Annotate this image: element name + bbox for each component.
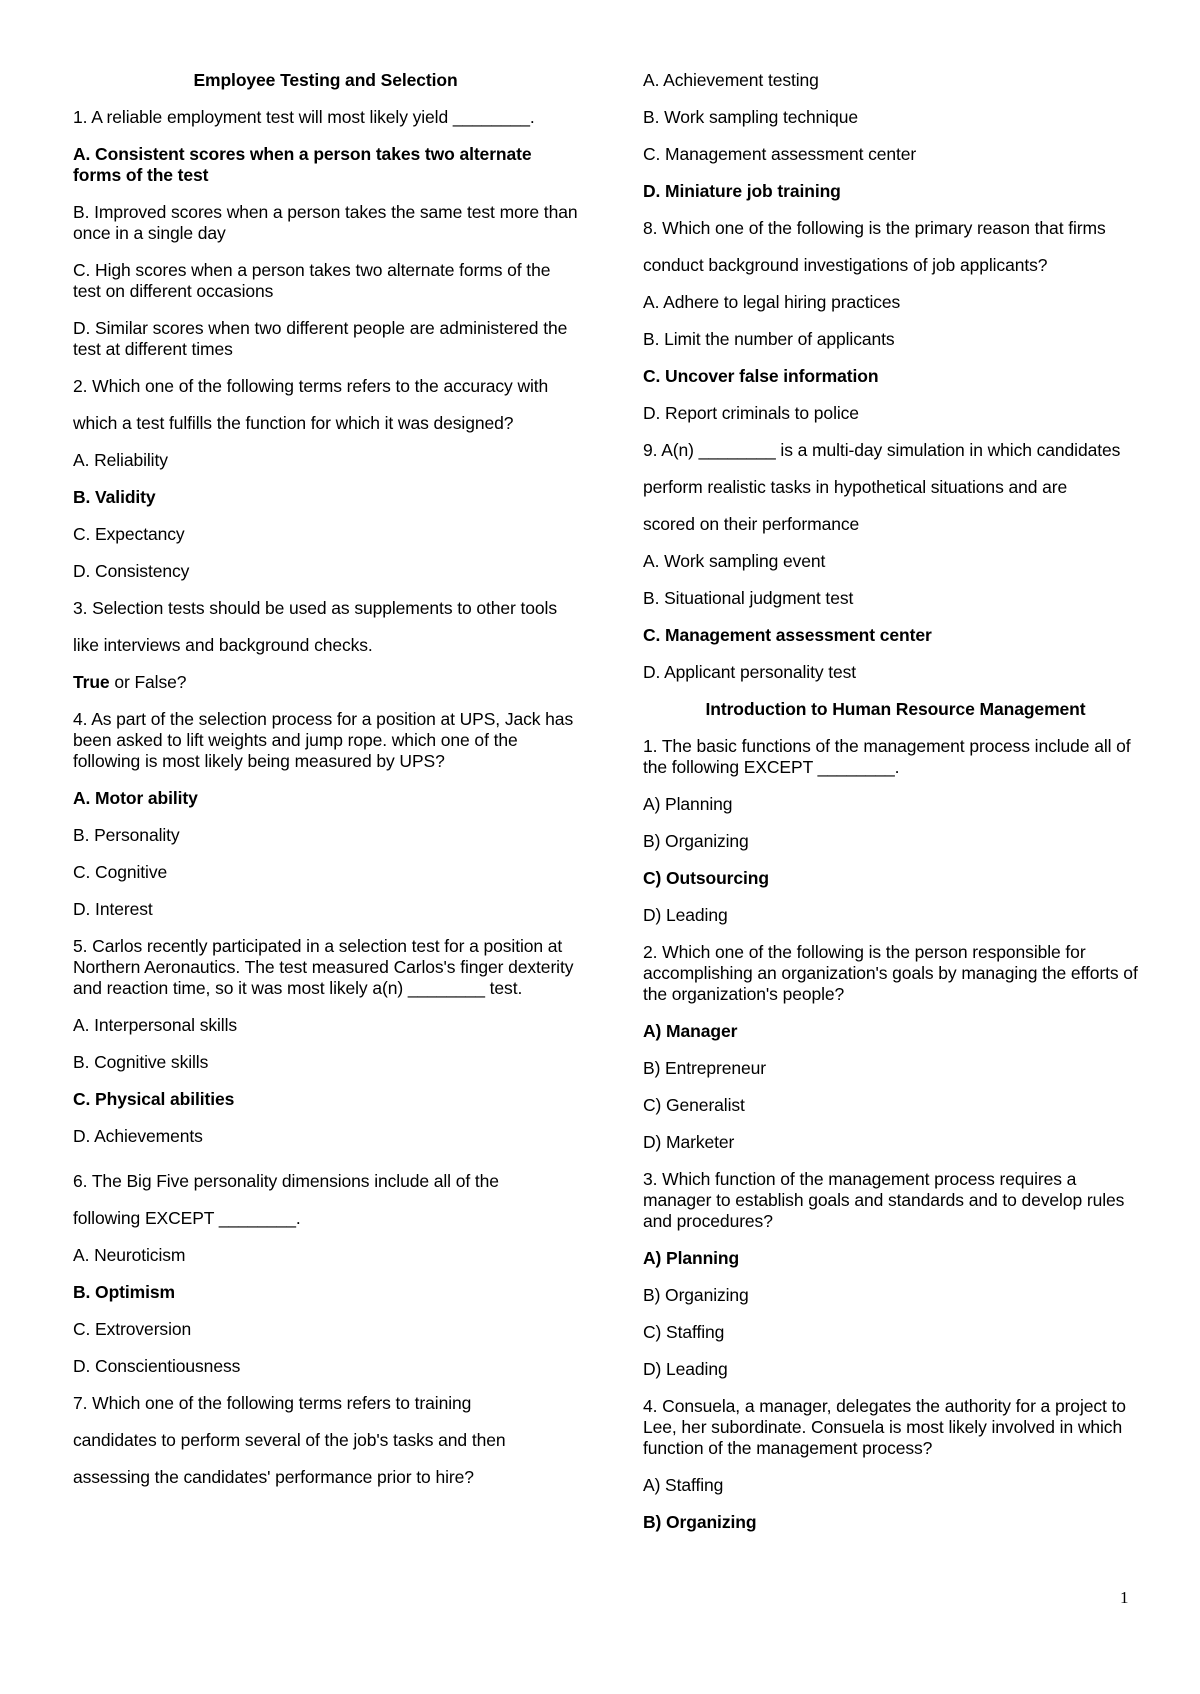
- text-line: like interviews and background checks.: [73, 635, 373, 655]
- text-line: B. Improved scores when a person takes the same test more than once in a single day: [73, 202, 583, 243]
- correct-answer: B. Optimism: [73, 1282, 175, 1302]
- text-line: A. Adhere to legal hiring practices: [643, 292, 901, 312]
- text-line: C. Extroversion: [73, 1319, 192, 1339]
- correct-answer: C) Outsourcing: [643, 868, 769, 888]
- text-line: conduct background investigations of job applicants?: [643, 255, 1048, 275]
- question-text: 2. Which one of the following is the person responsible for accomplishing an organization's goals by managing the efforts of the organization's people?: [643, 942, 1143, 1004]
- text-line: D. Report criminals to police: [643, 403, 859, 423]
- text-line: D. Achievements: [73, 1126, 203, 1146]
- text-line: candidates to perform several of the job's tasks and then: [73, 1430, 506, 1450]
- question-text: 4. As part of the selection process for a position at UPS, Jack has been asked to lift weights and jump rope. which one of the following is most likely being measured by UPS?: [73, 709, 578, 771]
- section-title: Introduction to Human Resource Management: [705, 699, 1086, 719]
- text-line: A. Work sampling event: [643, 551, 826, 571]
- text-line: perform realistic tasks in hypothetical situations and are: [643, 477, 1068, 497]
- text-line: C. Management assessment center: [643, 144, 917, 164]
- text-line: A. Reliability: [73, 450, 168, 470]
- right-column: [643, 70, 1148, 1549]
- text-line: A) Planning: [643, 794, 733, 814]
- answer-option: or False?: [109, 672, 187, 692]
- correct-answer: B. Validity: [73, 487, 156, 507]
- text-line: D) Marketer: [643, 1132, 735, 1152]
- text-line: C) Generalist: [643, 1095, 745, 1115]
- correct-answer: A) Manager: [643, 1021, 738, 1041]
- text-line: A. Neuroticism: [73, 1245, 186, 1265]
- text-line: scored on their performance: [643, 514, 860, 534]
- text-line: B) Entrepreneur: [643, 1058, 767, 1078]
- text-line: D. Interest: [73, 899, 153, 919]
- correct-answer: A. Motor ability: [73, 788, 198, 808]
- left-column: [73, 70, 583, 1496]
- text-line: following EXCEPT ________.: [73, 1208, 301, 1228]
- correct-answer: A. Consistent scores when a person takes two alternate forms of the test: [73, 144, 537, 185]
- text-line: D) Leading: [643, 905, 728, 925]
- text-line: B. Limit the number of applicants: [643, 329, 895, 349]
- text-line: B) Organizing: [643, 831, 749, 851]
- text-line: D. Applicant personality test: [643, 662, 857, 682]
- question-text: 2. Which one of the following terms refers to the accuracy with: [73, 376, 549, 396]
- page-number: 1: [1120, 1588, 1129, 1607]
- correct-answer: C. Uncover false information: [643, 366, 879, 386]
- correct-answer: True: [73, 672, 110, 692]
- correct-answer: D. Miniature job training: [643, 181, 841, 201]
- text-line: C) Staffing: [643, 1322, 725, 1342]
- section-title: Employee Testing and Selection: [193, 70, 458, 90]
- text-line: A. Interpersonal skills: [73, 1015, 238, 1035]
- text-line: D) Leading: [643, 1359, 728, 1379]
- question-text: 1. The basic functions of the management process include all of the following EXCEPT ________.: [643, 736, 1136, 777]
- correct-answer: C. Management assessment center: [643, 625, 932, 645]
- text-line: B. Situational judgment test: [643, 588, 854, 608]
- text-line: B. Work sampling technique: [643, 107, 858, 127]
- question-text: 7. Which one of the following terms refers to training: [73, 1393, 472, 1413]
- text-line: C. High scores when a person takes two alternate forms of the test on different occasions: [73, 260, 556, 301]
- text-line: C. Expectancy: [73, 524, 185, 544]
- text-line: D. Similar scores when two different people are administered the test at different times: [73, 318, 572, 359]
- text-line: A) Staffing: [643, 1475, 724, 1495]
- question-text: 3. Which function of the management process requires a manager to establish goals and standards and to develop rules and procedures?: [643, 1169, 1130, 1231]
- text-line: D. Conscientiousness: [73, 1356, 241, 1376]
- correct-answer: A) Planning: [643, 1248, 740, 1268]
- question-text: 8. Which one of the following is the primary reason that firms: [643, 218, 1106, 238]
- question-text: 6. The Big Five personality dimensions include all of the: [73, 1171, 499, 1191]
- text-line: which a test fulfills the function for which it was designed?: [73, 413, 514, 433]
- question-text: 1. A reliable employment test will most likely yield ________.: [73, 107, 535, 127]
- text-line: B. Cognitive skills: [73, 1052, 209, 1072]
- text-line: B. Personality: [73, 825, 180, 845]
- correct-answer: B) Organizing: [643, 1512, 757, 1532]
- text-line: B) Organizing: [643, 1285, 749, 1305]
- correct-answer: C. Physical abilities: [73, 1089, 235, 1109]
- text-line: A. Achievement testing: [643, 70, 819, 90]
- text-line: D. Consistency: [73, 561, 190, 581]
- text-line: [73, 672, 578, 693]
- text-line: assessing the candidates' performance prior to hire?: [73, 1467, 474, 1487]
- question-text: 5. Carlos recently participated in a selection test for a position at Northern Aeronautics. The test measured Carlos's finger dexterity and reaction time, so it was most likely a(n) ________ test.: [73, 936, 579, 998]
- question-text: 3. Selection tests should be used as supplements to other tools: [73, 598, 557, 618]
- text-line: C. Cognitive: [73, 862, 168, 882]
- question-text: 9. A(n) ________ is a multi-day simulation in which candidates: [643, 440, 1121, 460]
- question-text: 4. Consuela, a manager, delegates the authority for a project to Lee, her subordinate. Consuela is most likely involved in which function of the management process?: [643, 1396, 1131, 1458]
